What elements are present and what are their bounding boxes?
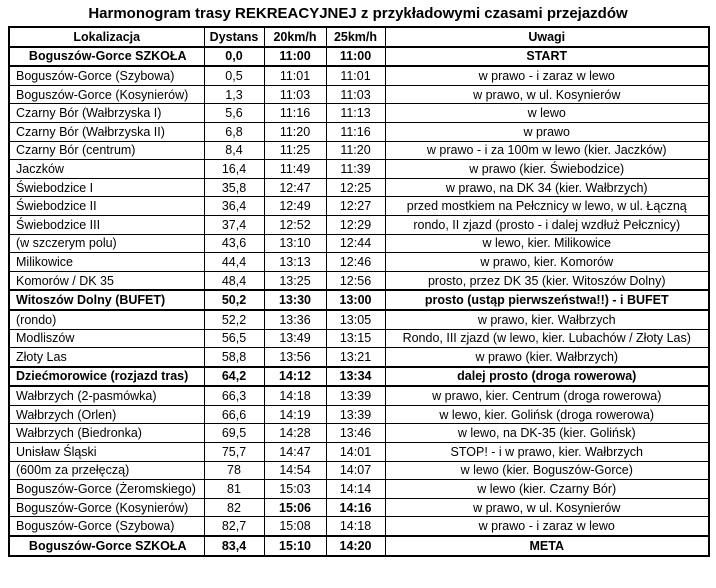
notes-cell: rondo, II zjazd (prosto - i dalej wzdłuż Pełcznicy) <box>385 215 709 234</box>
table-row <box>9 424 709 443</box>
distance-cell: 78 <box>204 461 264 480</box>
time-25kmh-cell: 14:20 <box>326 536 385 556</box>
time-25kmh-cell: 11:13 <box>326 104 385 123</box>
distance-cell: 0,5 <box>204 66 264 85</box>
time-20kmh-cell: 11:25 <box>264 141 326 160</box>
notes-cell: w prawo, na DK 34 (kier. Wałbrzych) <box>385 178 709 197</box>
time-25kmh-cell: 11:00 <box>326 47 385 67</box>
schedule-table <box>8 26 710 557</box>
distance-cell: 48,4 <box>204 271 264 290</box>
table-row <box>9 85 709 104</box>
notes-cell: w prawo - i zaraz w lewo <box>385 66 709 85</box>
col-header-lokalizacja: Lokalizacja <box>9 27 204 47</box>
distance-cell: 82,7 <box>204 517 264 536</box>
location-cell: Świebodzice III <box>9 215 204 234</box>
distance-cell: 37,4 <box>204 215 264 234</box>
distance-cell: 1,3 <box>204 85 264 104</box>
time-20kmh-cell: 11:49 <box>264 160 326 179</box>
time-20kmh-cell: 11:03 <box>264 85 326 104</box>
time-20kmh-cell: 11:00 <box>264 47 326 67</box>
table-row <box>9 290 709 310</box>
time-25kmh-cell: 12:46 <box>326 253 385 272</box>
distance-cell: 66,6 <box>204 405 264 424</box>
time-20kmh-cell: 14:47 <box>264 443 326 462</box>
table-row <box>9 329 709 348</box>
location-cell: Boguszów-Gorce (Szybowa) <box>9 517 204 536</box>
table-row <box>9 66 709 85</box>
distance-cell: 0,0 <box>204 47 264 67</box>
time-25kmh-cell: 11:16 <box>326 122 385 141</box>
distance-cell: 64,2 <box>204 367 264 387</box>
table-row <box>9 461 709 480</box>
time-20kmh-cell: 13:49 <box>264 329 326 348</box>
time-25kmh-cell: 14:01 <box>326 443 385 462</box>
table-row <box>9 253 709 272</box>
location-cell: Witoszów Dolny (BUFET) <box>9 290 204 310</box>
time-20kmh-cell: 15:06 <box>264 498 326 517</box>
location-cell: Modliszów <box>9 329 204 348</box>
distance-cell: 82 <box>204 498 264 517</box>
table-row <box>9 405 709 424</box>
location-cell: Milikowice <box>9 253 204 272</box>
location-cell: Jaczków <box>9 160 204 179</box>
time-25kmh-cell: 12:25 <box>326 178 385 197</box>
location-cell: Boguszów-Gorce SZKOŁA <box>9 536 204 556</box>
notes-cell: w prawo, kier. Wałbrzych <box>385 310 709 329</box>
time-20kmh-cell: 11:20 <box>264 122 326 141</box>
notes-cell: META <box>385 536 709 556</box>
time-20kmh-cell: 14:19 <box>264 405 326 424</box>
time-20kmh-cell: 15:08 <box>264 517 326 536</box>
table-row <box>9 197 709 216</box>
notes-cell: prosto, przez DK 35 (kier. Witoszów Dolny) <box>385 271 709 290</box>
time-25kmh-cell: 13:15 <box>326 329 385 348</box>
location-cell: Unisław Śląski <box>9 443 204 462</box>
time-25kmh-cell: 13:00 <box>326 290 385 310</box>
table-row <box>9 122 709 141</box>
location-cell: Wałbrzych (2-pasmówka) <box>9 386 204 405</box>
distance-cell: 43,6 <box>204 234 264 253</box>
time-25kmh-cell: 13:46 <box>326 424 385 443</box>
location-cell: (rondo) <box>9 310 204 329</box>
location-cell: Czarny Bór (Wałbrzyska I) <box>9 104 204 123</box>
notes-cell: STOP! - i w prawo, kier. Wałbrzych <box>385 443 709 462</box>
location-cell: Boguszów-Gorce (Kosynierów) <box>9 498 204 517</box>
time-20kmh-cell: 14:12 <box>264 367 326 387</box>
time-25kmh-cell: 12:44 <box>326 234 385 253</box>
time-25kmh-cell: 14:07 <box>326 461 385 480</box>
col-header-uwagi: Uwagi <box>385 27 709 47</box>
header-row <box>9 27 709 47</box>
time-20kmh-cell: 12:47 <box>264 178 326 197</box>
col-header-25kmh: 25km/h <box>326 27 385 47</box>
location-cell: Czarny Bór (centrum) <box>9 141 204 160</box>
time-20kmh-cell: 14:28 <box>264 424 326 443</box>
time-25kmh-cell: 12:56 <box>326 271 385 290</box>
time-20kmh-cell: 14:18 <box>264 386 326 405</box>
location-cell: Dziećmorowice (rozjazd tras) <box>9 367 204 387</box>
time-25kmh-cell: 14:18 <box>326 517 385 536</box>
location-cell: (w szczerym polu) <box>9 234 204 253</box>
col-header-20kmh: 20km/h <box>264 27 326 47</box>
table-row <box>9 443 709 462</box>
table-row <box>9 271 709 290</box>
time-20kmh-cell: 11:01 <box>264 66 326 85</box>
time-25kmh-cell: 14:14 <box>326 480 385 499</box>
notes-cell: w lewo (kier. Czarny Bór) <box>385 480 709 499</box>
notes-cell: w lewo (kier. Boguszów-Gorce) <box>385 461 709 480</box>
distance-cell: 75,7 <box>204 443 264 462</box>
notes-cell: dalej prosto (droga rowerowa) <box>385 367 709 387</box>
time-25kmh-cell: 12:27 <box>326 197 385 216</box>
table-row <box>9 178 709 197</box>
distance-cell: 56,5 <box>204 329 264 348</box>
distance-cell: 8,4 <box>204 141 264 160</box>
schedule-table-header <box>9 27 709 47</box>
table-row <box>9 348 709 367</box>
time-20kmh-cell: 13:56 <box>264 348 326 367</box>
page-title: Harmonogram trasy REKREACYJNEJ z przykładowymi czasami przejazdów <box>88 5 628 22</box>
notes-cell: w prawo - i zaraz w lewo <box>385 517 709 536</box>
table-row <box>9 215 709 234</box>
table-row <box>9 517 709 536</box>
location-cell: Złoty Las <box>9 348 204 367</box>
notes-cell: w lewo, kier. Milikowice <box>385 234 709 253</box>
distance-cell: 52,2 <box>204 310 264 329</box>
location-cell: Boguszów-Gorce SZKOŁA <box>9 47 204 67</box>
distance-cell: 35,8 <box>204 178 264 197</box>
notes-cell: w lewo, na DK-35 (kier. Golińsk) <box>385 424 709 443</box>
table-row <box>9 536 709 556</box>
distance-cell: 66,3 <box>204 386 264 405</box>
time-20kmh-cell: 11:16 <box>264 104 326 123</box>
table-row <box>9 386 709 405</box>
distance-cell: 58,8 <box>204 348 264 367</box>
table-row <box>9 104 709 123</box>
time-20kmh-cell: 12:52 <box>264 215 326 234</box>
time-25kmh-cell: 11:39 <box>326 160 385 179</box>
distance-cell: 50,2 <box>204 290 264 310</box>
time-20kmh-cell: 15:10 <box>264 536 326 556</box>
notes-cell: w prawo, w ul. Kosynierów <box>385 85 709 104</box>
location-cell: Świebodzice II <box>9 197 204 216</box>
notes-cell: START <box>385 47 709 67</box>
notes-cell: Rondo, III zjazd (w lewo, kier. Lubachów / Złoty Las) <box>385 329 709 348</box>
time-25kmh-cell: 13:21 <box>326 348 385 367</box>
distance-cell: 16,4 <box>204 160 264 179</box>
distance-cell: 36,4 <box>204 197 264 216</box>
distance-cell: 44,4 <box>204 253 264 272</box>
table-row <box>9 47 709 67</box>
notes-cell: w lewo, kier. Golińsk (droga rowerowa) <box>385 405 709 424</box>
notes-cell: prosto (ustąp pierwszeństwa!!) - i BUFET <box>385 290 709 310</box>
time-25kmh-cell: 11:20 <box>326 141 385 160</box>
distance-cell: 5,6 <box>204 104 264 123</box>
notes-cell: w lewo <box>385 104 709 123</box>
table-row <box>9 310 709 329</box>
time-25kmh-cell: 13:05 <box>326 310 385 329</box>
notes-cell: w prawo - i za 100m w lewo (kier. Jaczków) <box>385 141 709 160</box>
notes-cell: w prawo, w ul. Kosynierów <box>385 498 709 517</box>
location-cell: Wałbrzych (Biedronka) <box>9 424 204 443</box>
location-cell: Świebodzice I <box>9 178 204 197</box>
distance-cell: 83,4 <box>204 536 264 556</box>
location-cell: Boguszów-Gorce (Szybowa) <box>9 66 204 85</box>
table-row <box>9 234 709 253</box>
time-20kmh-cell: 14:54 <box>264 461 326 480</box>
notes-cell: w prawo <box>385 122 709 141</box>
time-20kmh-cell: 15:03 <box>264 480 326 499</box>
distance-cell: 81 <box>204 480 264 499</box>
location-cell: Czarny Bór (Wałbrzyska II) <box>9 122 204 141</box>
time-25kmh-cell: 14:16 <box>326 498 385 517</box>
location-cell: Boguszów-Gorce (Kosynierów) <box>9 85 204 104</box>
notes-cell: w prawo (kier. Wałbrzych) <box>385 348 709 367</box>
time-25kmh-cell: 12:29 <box>326 215 385 234</box>
notes-cell: w prawo (kier. Świebodzice) <box>385 160 709 179</box>
distance-cell: 6,8 <box>204 122 264 141</box>
notes-cell: przed mostkiem na Pełcznicy w lewo, w ul. Łączną <box>385 197 709 216</box>
time-20kmh-cell: 13:13 <box>264 253 326 272</box>
time-25kmh-cell: 13:39 <box>326 405 385 424</box>
time-25kmh-cell: 13:34 <box>326 367 385 387</box>
distance-cell: 69,5 <box>204 424 264 443</box>
location-cell: (600m za przełęczą) <box>9 461 204 480</box>
time-20kmh-cell: 12:49 <box>264 197 326 216</box>
table-row <box>9 480 709 499</box>
table-row <box>9 160 709 179</box>
time-25kmh-cell: 11:01 <box>326 66 385 85</box>
table-row <box>9 498 709 517</box>
table-row <box>9 141 709 160</box>
time-20kmh-cell: 13:10 <box>264 234 326 253</box>
location-cell: Boguszów-Gorce (Żeromskiego) <box>9 480 204 499</box>
notes-cell: w prawo, kier. Centrum (droga rowerowa) <box>385 386 709 405</box>
time-20kmh-cell: 13:25 <box>264 271 326 290</box>
col-header-dystans: Dystans <box>204 27 264 47</box>
location-cell: Komorów / DK 35 <box>9 271 204 290</box>
time-20kmh-cell: 13:30 <box>264 290 326 310</box>
time-20kmh-cell: 13:36 <box>264 310 326 329</box>
time-25kmh-cell: 11:03 <box>326 85 385 104</box>
notes-cell: w prawo, kier. Komorów <box>385 253 709 272</box>
schedule-table-body <box>9 47 709 556</box>
table-row <box>9 367 709 387</box>
time-25kmh-cell: 13:39 <box>326 386 385 405</box>
location-cell: Wałbrzych (Orlen) <box>9 405 204 424</box>
